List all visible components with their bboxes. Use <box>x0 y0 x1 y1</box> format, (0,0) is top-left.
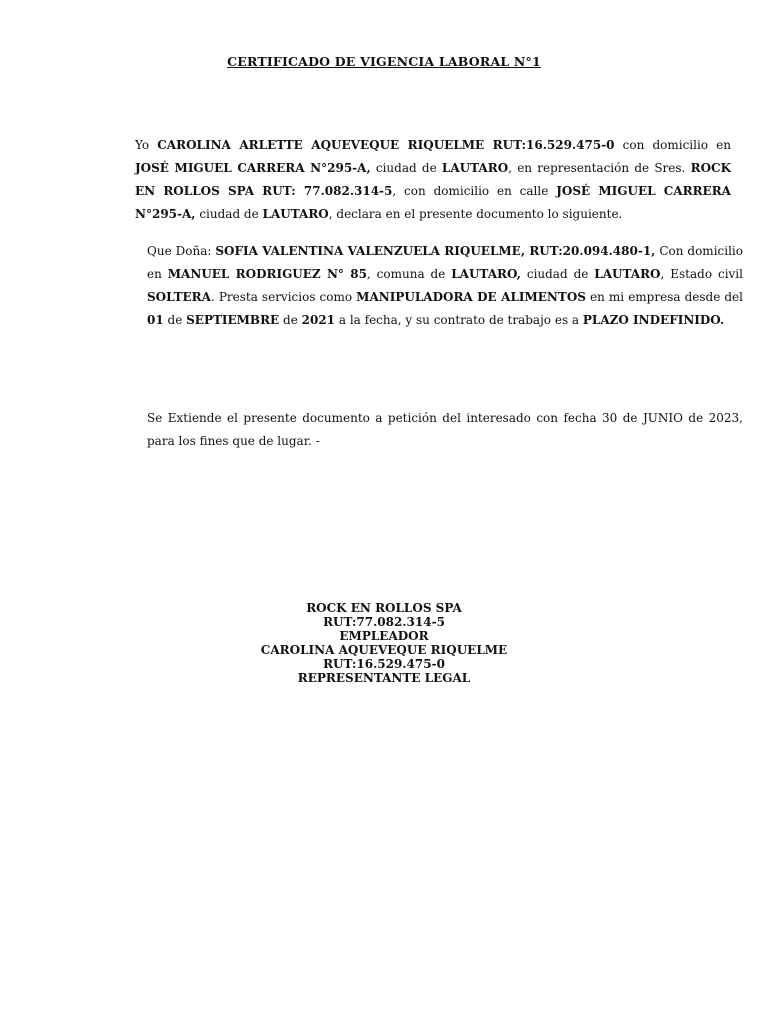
text-segment: de <box>279 313 302 327</box>
declarant-name-rut: CAROLINA ARLETTE AQUEVEQUE RIQUELME RUT:16.529.475-0 <box>157 138 615 152</box>
text-segment: , Estado civil <box>660 267 743 281</box>
text-segment: Yo <box>135 138 158 152</box>
signature-company: ROCK EN ROLLOS SPA <box>306 601 462 615</box>
declarant-paragraph <box>89 134 731 226</box>
signature-company-role: EMPLEADOR <box>339 629 429 643</box>
employee-address: MANUEL RODRIGUEZ N° 85 <box>167 267 367 281</box>
signature-rep-role: REPRESENTANTE LEGAL <box>297 671 471 685</box>
start-year: 2021 <box>301 313 336 327</box>
text-segment: , con domicilio en calle <box>392 184 557 198</box>
company-city: LAUTARO <box>262 207 329 221</box>
text-segment: en mi empresa desde del <box>585 290 743 304</box>
declarant-city: LAUTARO <box>441 161 509 175</box>
text-segment: ciudad de <box>195 207 263 221</box>
text-segment: a la fecha, y su contrato de trabajo es a <box>335 313 583 327</box>
text-segment: , comuna de <box>366 267 452 281</box>
employee-city: LAUTARO <box>594 267 661 281</box>
text-segment: Con domicilio en <box>147 244 743 281</box>
start-day: 01 <box>147 313 164 327</box>
declarant-address: JOSÉ MIGUEL CARRERA N°295-A, <box>135 161 371 175</box>
text-segment: , declara en el presente documento lo siguiente. <box>328 207 623 221</box>
signature-block <box>0 601 768 685</box>
employee-paragraph <box>89 240 743 332</box>
text-segment: ciudad de <box>520 267 595 281</box>
text-segment: de <box>163 313 187 327</box>
signature-rep-rut: RUT:16.529.475-0 <box>323 657 445 671</box>
employee-position: MANIPULADORA DE ALIMENTOS <box>356 290 586 304</box>
text-segment: ciudad de <box>370 161 442 175</box>
contract-type: PLAZO INDEFINIDO. <box>582 313 725 327</box>
employee-commune: LAUTARO, <box>451 267 521 281</box>
issuance-paragraph: Se Extiende el presente documento a petición del interesado con fecha 30 de JUNIO de 2023, para los fines que de lugar. - <box>147 411 743 448</box>
company-name-rut: ROCK EN ROLLOS SPA RUT: 77.082.314-5 <box>135 161 731 198</box>
text-segment: . Presta servicios como <box>210 290 357 304</box>
document-title: CERTIFICADO DE VIGENCIA LABORAL N°1 <box>227 54 541 69</box>
text-segment: con domicilio en <box>614 138 731 152</box>
employee-civil-status: SOLTERA <box>147 290 211 304</box>
text-segment: , en representación de Sres. <box>508 161 691 175</box>
start-month: SEPTIEMBRE <box>186 313 280 327</box>
employee-name-rut: SOFIA VALENTINA VALENZUELA RIQUELME, RUT:20.094.480-1, <box>215 244 656 258</box>
signature-company-rut: RUT:77.082.314-5 <box>323 615 445 629</box>
text-segment: Que Doña: <box>147 244 216 258</box>
signature-rep-name: CAROLINA AQUEVEQUE RIQUELME <box>260 643 508 657</box>
company-address: JOSÉ MIGUEL CARRERA N°295-A, <box>135 184 731 221</box>
